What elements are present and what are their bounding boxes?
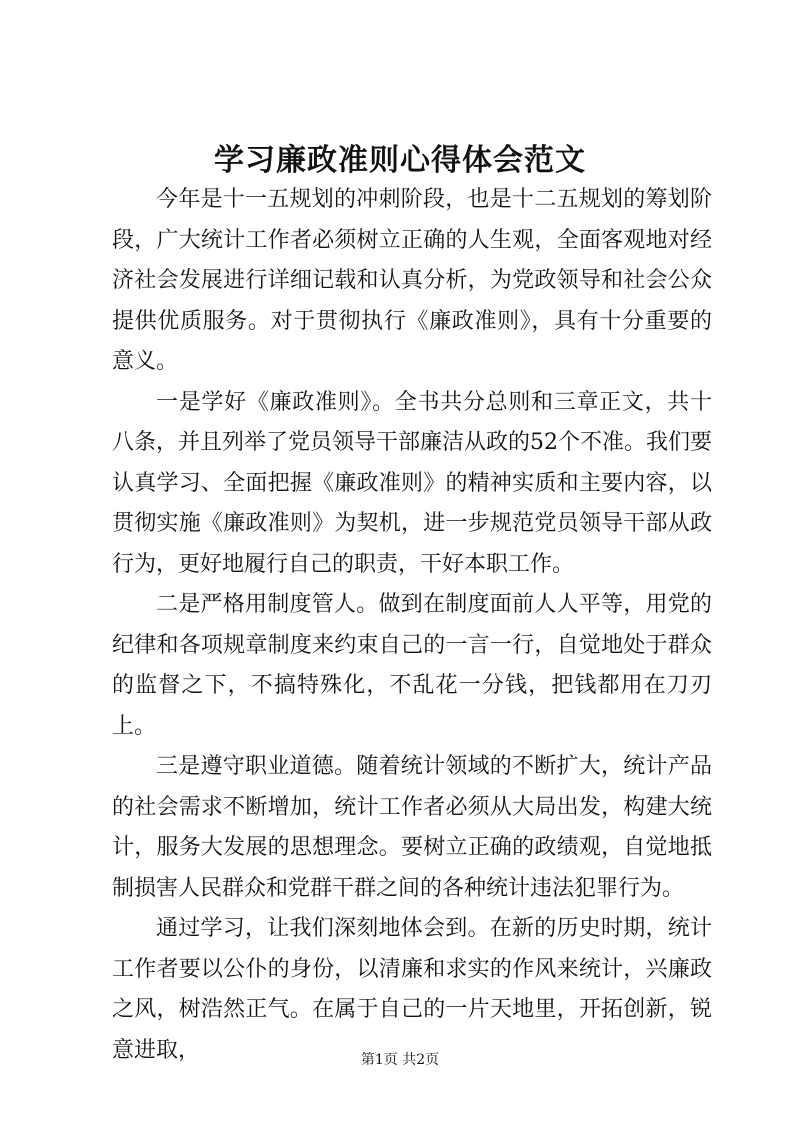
paragraph-2: 一是学好《廉政准则》。全书共分总则和三章正文，共十八条，并且列举了党员领导干部廉洁从政的52个不准。我们要认真学习、全面把握《廉政准则》的精神实质和主要内容，以贯彻实施《廉政准则》为契机，进一步规范党员领导干部从政行为，更好地履行自己的职责，干好本职工作。 — [112, 389, 712, 577]
page-number-footer: 第1页 共2页 — [360, 1052, 440, 1068]
paragraph-4: 三是遵守职业道德。随着统计领域的不断扩大，统计产品的社会需求不断增加，统计工作者必须从大局出发，构建大统计，服务大发展的思想理念。要树立正确的政绩观，自觉地抵制损害人民群众和党群干群之间的各种统计违法犯罪行为。 — [112, 754, 712, 901]
paragraph-5: 通过学习，让我们深刻地体会到。在新的历史时期，统计工作者要以公仆的身份，以清廉和求实的作风来统计，兴廉政之风，树浩然正气。在属于自己的一片天地里，开拓创新，锐意进取， — [112, 916, 712, 1063]
paragraph-3: 二是严格用制度管人。做到在制度面前人人平等，用党的纪律和各项规章制度来约束自己的一言一行，自觉地处于群众的监督之下，不搞特殊化，不乱花一分钱，把钱都用在刀刃上。 — [112, 592, 712, 739]
document-title: 学习廉政准则心得体会范文 — [214, 143, 586, 178]
document-body — [112, 180, 712, 1071]
paragraph-1: 今年是十一五规划的冲刺阶段，也是十二五规划的筹划阶段，广大统计工作者必须树立正确的人生观，全面客观地对经济社会发展进行详细记载和认真分析，为党政领导和社会公众提供优质服务。对于贯彻执行《廉政准则》，具有十分重要的意义。 — [112, 187, 712, 374]
